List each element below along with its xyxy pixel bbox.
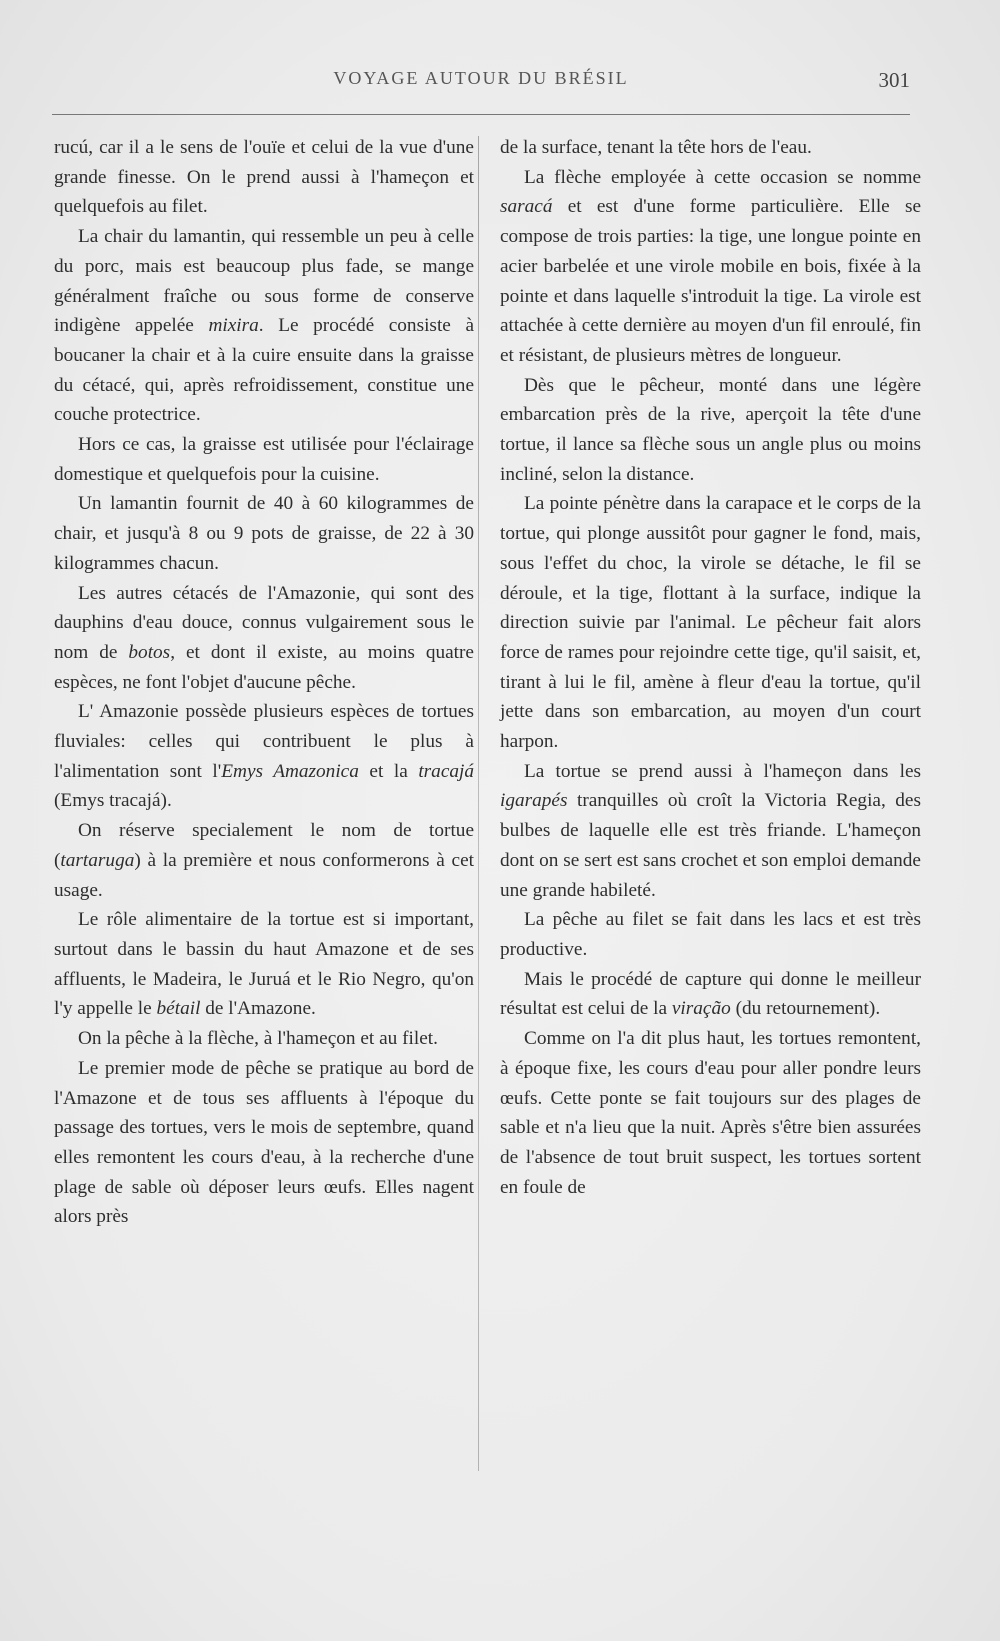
paragraph-text: de la surface, tenant la tête hors de l'eau. [500, 137, 812, 158]
paragraph-text: On la pêche à la flèche, à l'hameçon et au filet. [78, 1028, 438, 1050]
paragraph [54, 905, 474, 1024]
page-number: 301 [878, 68, 910, 92]
paragraph-text: (du retournement). [730, 998, 881, 1020]
paragraph [500, 489, 921, 756]
paragraph-text: tranquilles où croît la Victoria Regia, des bulbes de laquelle elle est très friande. L'hameçon dont on se sert est sans crochet et son emploi demande une grande habileté. [500, 790, 921, 901]
paragraph-text: La pointe pénètre dans la carapace et le corps de la tortue, qui plonge aussitôt pour gagner le fond, mais, sous l'effet du choc, la virole se détache, le fil se déroule, et la tige, flottant à la surface, indique la direction suivie par l'animal. Le pêcheur fait alors force de rames pour rejoindre cette tige, qu'il saisit, et, tirant à lui le fil, amène à fleur d'eau la tortue, qu'il jette dans son embarcation, au moyen d'un court harpon. [500, 493, 921, 753]
paragraph-text: Dès que le pêcheur, monté dans une légère embarcation près de la rive, aperçoit la tête d'une tortue, il lance sa flèche sous un angle plus ou moins incliné, selon la distance. [500, 374, 921, 485]
paragraph-text: Mais le procédé de capture qui donne le meilleur résultat est celui de la [500, 968, 921, 1020]
italic-term: saracá [500, 196, 553, 218]
paragraph-text: Comme on l'a dit plus haut, les tortues remontent, à époque fixe, les cours d'eau pour aller pondre leurs œufs. Cette ponte se fait toujours sur des plages de sable et n'a lieu que la nuit. Après s'être bien assurées de l'absence de tout bruit suspect, les tortues sortent en foule de [500, 1028, 921, 1198]
paragraph [54, 133, 474, 222]
paragraph-text: (Emys tracajá). [54, 790, 172, 812]
italic-term: tracajá [418, 760, 475, 782]
paragraph [54, 430, 474, 489]
italic-term: botos [128, 641, 171, 663]
column-divider [478, 136, 479, 1471]
italic-term: tartaruga [60, 849, 135, 871]
paragraph-text: On réserve specialement le nom de tortue ( [54, 820, 474, 871]
paragraph-text: de l'Amazone. [200, 998, 316, 1020]
paragraph [500, 757, 921, 906]
paragraph-text: rucú, car il a le sens de l'ouïe et celui de la vue d'une grande finesse. On le prend aussi à l'hameçon et quelquefois au filet. [54, 137, 474, 218]
paragraph [54, 222, 474, 430]
paragraph-text: Hors ce cas, la graisse est utilisée pour l'éclairage domestique et quelquefois pour la cuisine. [54, 434, 474, 485]
paragraph [500, 133, 921, 163]
paragraph [54, 579, 474, 698]
paragraph-text: Le premier mode de pêche se pratique au bord de l'Amazone et de tous ses affluents à l'époque du passage des tortues, vers le mois de septembre, quand elles remontent les cours d'eau, à la recherche d'une plage de sable où déposer leurs œufs. Elles nagent alors près [54, 1057, 474, 1228]
paragraph-text: La flèche employée à cette occasion se nomme [524, 166, 921, 188]
header-rule [52, 114, 910, 115]
italic-term: igarapés [500, 790, 568, 812]
paragraph [500, 965, 921, 1024]
paragraph-text: Un lamantin fournit de 40 à 60 kilogrammes de chair, et jusqu'à 8 ou 9 pots de graisse, de 22 à 30 kilogrammes chacun. [54, 493, 474, 574]
italic-term: mixira [208, 315, 259, 337]
paragraph-text: ) à la première et nous conformerons à cet usage. [54, 849, 474, 901]
paragraph [54, 1024, 474, 1054]
italic-term: viração [671, 998, 731, 1020]
paragraph [54, 1054, 474, 1232]
page-header [52, 68, 910, 96]
paragraph [54, 816, 474, 905]
paragraph-text: , et dont il existe, au moins quatre espèces, ne font l'objet d'aucune pêche. [54, 641, 474, 693]
paragraph [500, 905, 921, 964]
paragraph [500, 371, 921, 490]
paragraph [54, 489, 474, 578]
paragraph-text: . Le procédé consiste à boucaner la chair et à la cuire ensuite dans la graisse du cétacé, qui, après refroidissement, constitue une couche protectrice. [54, 315, 474, 426]
right-column [500, 133, 921, 1202]
paragraph-text: La chair du lamantin, qui ressemble un peu à celle du porc, mais est beaucoup plus fade, se mange généralment fraîche ou sous forme de conserve indigène appelée [54, 226, 474, 337]
paragraph [500, 1024, 921, 1202]
paragraph-text: Le rôle alimentaire de la tortue est si important, surtout dans le bassin du haut Amazone et de ses affluents, le Madeira, le Juruá et le Rio Negro, qu'on l'y appelle le [54, 909, 474, 1020]
paragraph-text: La tortue se prend aussi à l'hameçon dans les [524, 760, 921, 782]
paragraph [500, 163, 921, 371]
running-title: VOYAGE AUTOUR DU BRÉSIL [333, 68, 629, 88]
italic-term: bétail [156, 998, 201, 1020]
paragraph-text: La pêche au filet se fait dans les lacs et est très productive. [500, 909, 921, 960]
paragraph-text: et est d'une forme particulière. Elle se compose de trois parties: la tige, une longue pointe en acier barbelée et une virole mobile en bois, fixée à la pointe et dans laquelle s'introduit la tige. La virole est attachée à cette dernière au moyen d'un fil enroulé, fin et résistant, de plusieurs mètres de longueur. [500, 196, 921, 366]
paragraph-text: Les autres cétacés de l'Amazonie, qui sont des dauphins d'eau douce, connus vulgairement sous le nom de [54, 582, 474, 663]
paragraph-text: et la [358, 760, 419, 782]
italic-term: Emys Amazonica [221, 760, 359, 782]
paragraph [54, 697, 474, 816]
paragraph-text: L' Amazonie possède plusieurs espèces de tortues fluviales: celles qui contribuent le plus à l'alimentation sont l' [54, 701, 474, 782]
left-column [54, 133, 474, 1232]
